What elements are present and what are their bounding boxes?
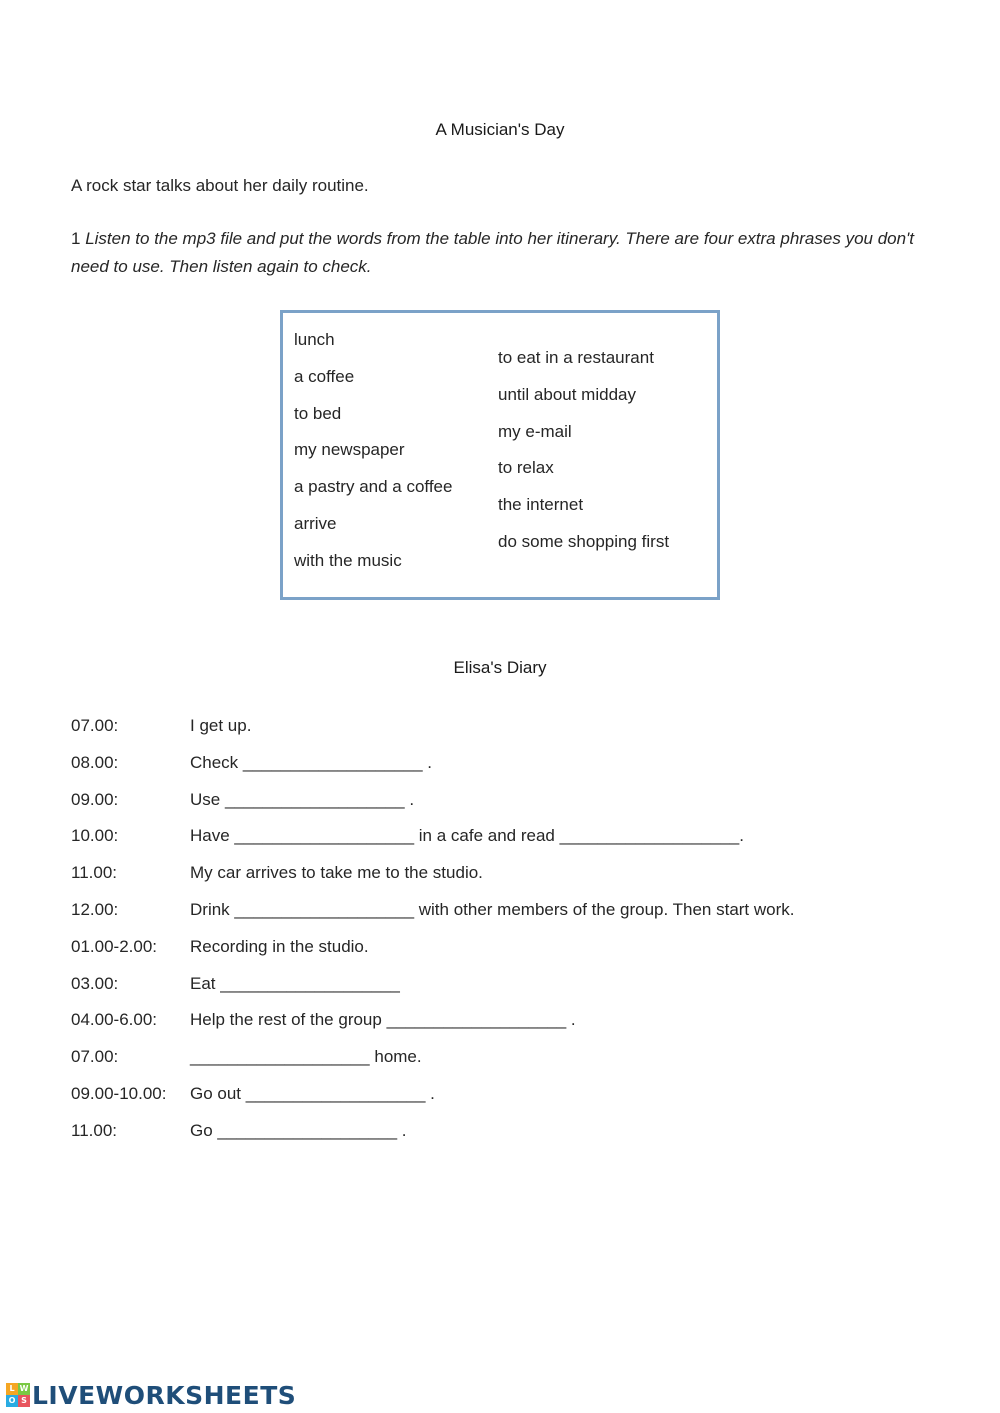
word-item: to relax (498, 458, 554, 478)
diary-text: My car arrives to take me to the studio. (190, 863, 483, 883)
diary-title: Elisa's Diary (453, 658, 547, 677)
diary-time: 04.00-6.00: (71, 1010, 158, 1030)
word-column-left (294, 328, 452, 586)
word-item: the internet (498, 495, 584, 515)
diary-time: 03.00: (71, 973, 119, 993)
diary-text: I get up. (190, 716, 252, 735)
logo-mark-cell: L (6, 1383, 18, 1395)
diary-text: Recording in the studio. (190, 936, 369, 956)
instruction-text: Listen to the mp3 file and put the words from the table into her itinerary. There are four extra phrases you don't need to use. Then listen again to check. (71, 229, 915, 276)
diary-text: Use ___________________ . (190, 789, 415, 809)
diary-time: 09.00: (71, 789, 119, 809)
diary-time: 08.00: (71, 752, 119, 772)
word-item: to bed (294, 403, 342, 423)
diary-time: 07.00: (71, 716, 119, 735)
diary-text: ___________________ home. (190, 1047, 422, 1067)
word-item: a pastry and a coffee (294, 477, 453, 497)
diary-text: Check ___________________ . (190, 752, 432, 772)
word-item: lunch (294, 330, 335, 349)
logo-mark-cell: O (6, 1395, 18, 1407)
diary-text: Go ___________________ . (190, 1120, 407, 1140)
word-item: to eat in a restaurant (498, 348, 654, 367)
word-item: my e-mail (498, 421, 572, 441)
diary-text: Eat ___________________ (190, 973, 400, 993)
word-box (280, 310, 720, 600)
liveworksheets-logo-icon (6, 1383, 30, 1407)
logo-mark-cell: S (18, 1395, 30, 1407)
logo-mark-cell: W (19, 1384, 29, 1393)
diary-text: Go out ___________________ . (190, 1083, 435, 1103)
instruction-number: 1 (71, 229, 81, 248)
word-item: a coffee (294, 366, 355, 386)
word-item: my newspaper (294, 440, 405, 460)
word-item: do some shopping first (498, 531, 670, 551)
diary-time: 11.00: (71, 1120, 118, 1140)
intro-text: A rock star talks about her daily routine. (71, 176, 369, 195)
diary-time: 01.00-2.00: (71, 936, 158, 956)
diary-time: 11.00: (71, 863, 118, 883)
diary-text: Drink ___________________ with other members of the group. Then start work. (190, 899, 795, 919)
word-item: arrive (294, 513, 337, 533)
liveworksheets-logo[interactable] (6, 1380, 296, 1410)
word-item: until about midday (498, 384, 636, 404)
word-column-right (498, 346, 669, 567)
page-title: A Musician's Day (435, 120, 565, 139)
diary-time: 07.00: (71, 1047, 119, 1067)
diary-text: Have ___________________ in a cafe and read ___________________. (190, 826, 744, 846)
instruction (71, 225, 921, 281)
logo-text: LIVEWORKSHEETS (32, 1380, 297, 1410)
diary-time: 12.00: (71, 899, 119, 919)
diary-time: 10.00: (71, 826, 119, 846)
diary-text: Help the rest of the group ___________________ . (190, 1010, 576, 1030)
diary-time: 09.00-10.00: (71, 1083, 167, 1103)
word-item: with the music (294, 550, 402, 570)
